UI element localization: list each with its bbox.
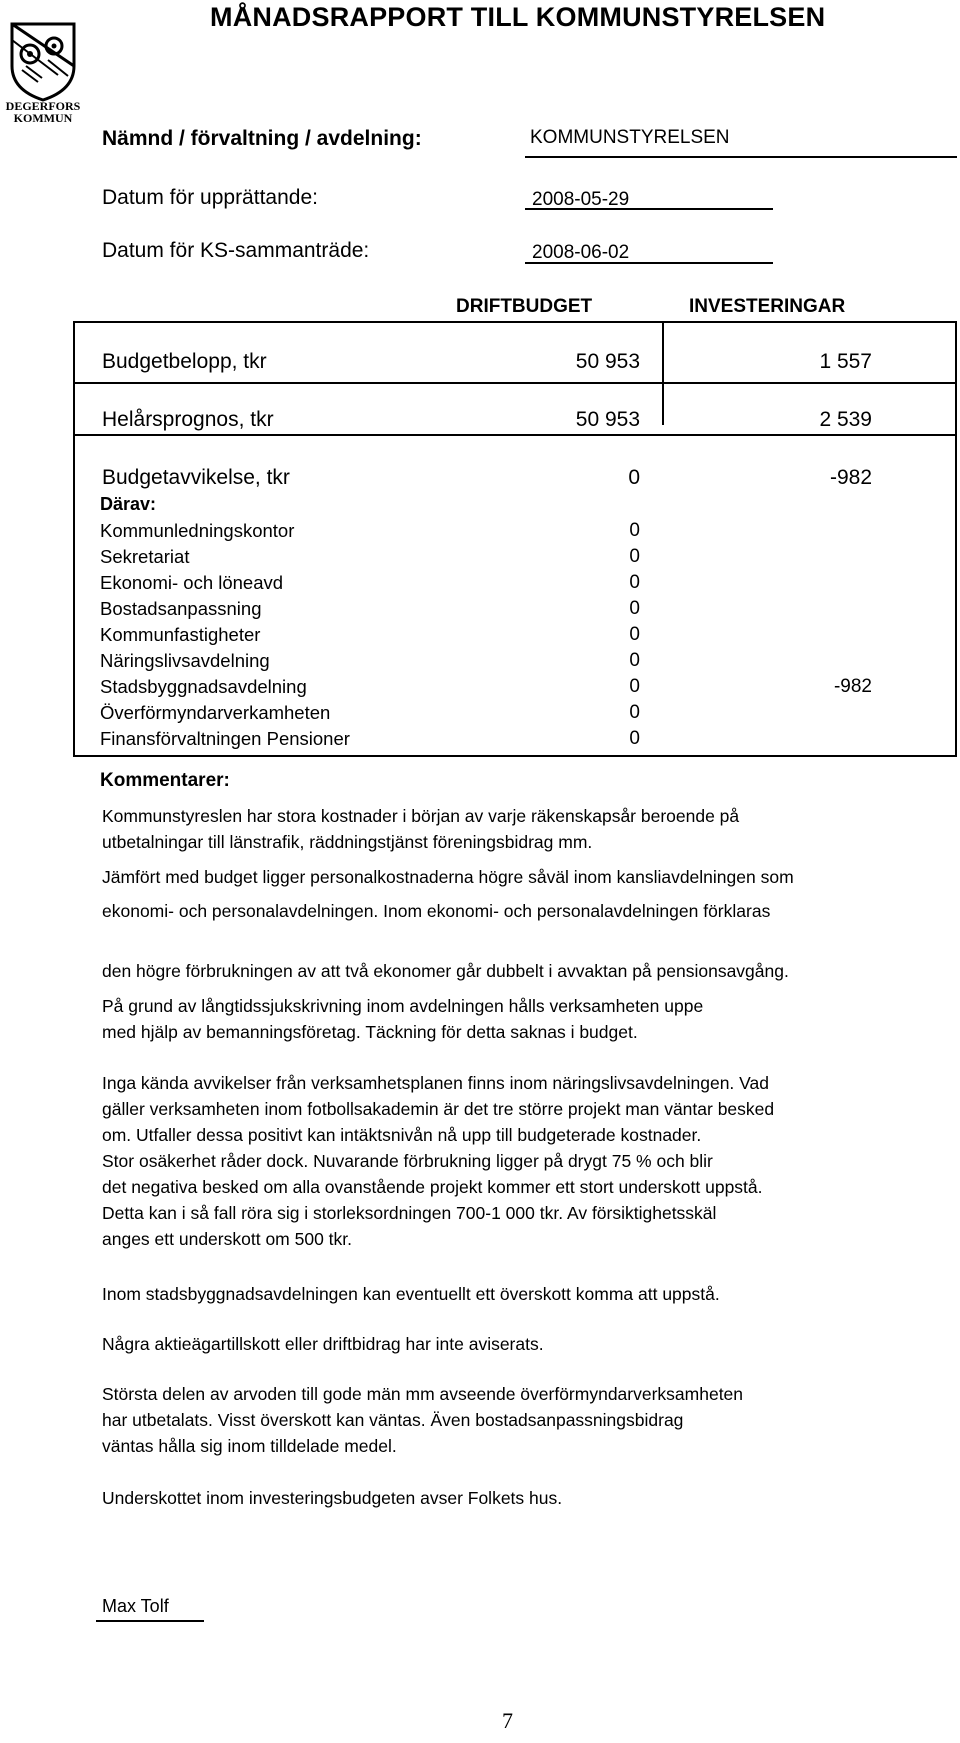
department-name: Näringslivsavdelning [100,650,270,671]
budgetbelopp-drift: 50 953 [575,350,640,373]
comment-line: med hjälp av bemanningsföretag. Täckning för detta saknas i budget. [102,1022,638,1042]
department-name: Ekonomi- och löneavd [100,572,284,593]
comment-line: Största delen av arvoden till gode män mm avseende överförmyndarverksamheten [102,1384,744,1404]
department-drift: 0 [629,650,640,671]
department-drift: 0 [629,702,640,723]
department-drift: 0 [629,624,640,645]
comment-line: det negativa besked om alla ovanstående projekt kommer ett stort underskott uppstå. [102,1177,763,1197]
ks-datum-label: Datum för KS-sammanträde: [102,239,370,262]
logo-text-degerfors: DEGERFORS [5,99,81,113]
comment-line: Jämfört med budget ligger personalkostnaderna högre såväl inom kansliavdelningen som [102,867,794,887]
department-drift: 0 [629,598,640,619]
row-divider-2 [73,434,957,436]
comment-line: Underskottet inom investeringsbudgeten avser Folkets hus. [102,1488,563,1508]
budgetbelopp-label: Budgetbelopp, tkr [102,350,267,373]
prognos-label: Helårsprognos, tkr [102,408,274,431]
signature: Max Tolf [102,1596,169,1616]
avvikelse-drift: 0 [628,466,640,489]
department-drift: 0 [629,676,640,697]
avvikelse-invest: -982 [829,466,872,489]
ks-datum-underline [525,262,773,264]
comment-line: utbetalningar till länstrafik, räddningstjänst föreningsbidrag mm. [102,832,593,852]
comment-line: om. Utfaller dessa positivt kan intäktsnivån nå upp till budgeterade kostnader. [102,1125,702,1145]
comment-line: Kommunstyreslen har stora kostnader i början av varje räkenskapsår beroende på [102,806,740,826]
prognos-drift: 50 953 [575,408,640,431]
comment-line: ekonomi- och personalavdelningen. Inom ekonomi- och personalavdelningen förklaras [102,901,771,921]
investeringar-header: INVESTERINGAR [689,296,846,317]
namnd-underline [525,156,957,158]
comment-line: Inom stadsbyggnadsavdelningen kan eventuellt ett överskott komma att uppstå. [102,1284,720,1304]
row-divider-1 [73,382,957,384]
coat-of-arms-icon [8,20,78,102]
department-name: Kommunfastigheter [100,624,261,645]
comment-line: anges ett underskott om 500 tkr. [102,1229,353,1249]
column-divider [662,321,664,425]
avvikelse-label: Budgetavvikelse, tkr [102,466,290,489]
department-name: Finansförvaltningen Pensioner [100,728,350,749]
page-number: 7 [502,1708,513,1733]
comment-line: har utbetalats. Visst överskott kan väntas. Även bostadsanpassningsbidrag [102,1410,684,1430]
datum-underline [525,208,773,210]
driftbudget-header: DRIFTBUDGET [456,296,593,317]
department-drift: 0 [629,572,640,593]
prognos-invest: 2 539 [819,408,872,431]
department-drift: 0 [629,520,640,541]
department-name: Stadsbyggnadsavdelning [100,676,307,697]
budgetbelopp-invest: 1 557 [819,350,872,373]
comment-line: Inga kända avvikelser från verksamhetsplanen finns inom näringslivsavdelningen. Vad [102,1073,769,1093]
department-name: Sekretariat [100,546,190,567]
namnd-value: KOMMUNSTYRELSEN [530,127,730,148]
degerfors-logo [5,20,81,125]
department-name: Kommunledningskontor [100,520,295,541]
comment-line: väntas hålla sig inom tilldelade medel. [102,1436,397,1456]
signature-underline [96,1620,204,1622]
comment-line: På grund av långtidssjukskrivning inom avdelningen hålls verksamheten uppe [102,996,704,1016]
comment-line: Stor osäkerhet råder dock. Nuvarande förbrukning ligger på drygt 75 % och blir [102,1151,713,1171]
page-title: MÅNADSRAPPORT TILL KOMMUNSTYRELSEN [210,2,826,32]
datum-label: Datum för upprättande: [102,186,318,209]
comment-line: den högre förbrukningen av att två ekonomer går dubbelt i avvaktan på pensionsavgång. [102,961,789,981]
logo-text-kommun: KOMMUN [13,111,73,125]
department-name: Överförmyndarverkamheten [100,702,331,723]
department-drift: 0 [629,546,640,567]
comment-line: Detta kan i så fall röra sig i storleksordningen 700-1 000 tkr. Av försiktighetsskäl [102,1203,717,1223]
department-name: Bostadsanpassning [100,598,262,619]
ks-datum-value: 2008-06-02 [532,242,630,263]
namnd-label: Nämnd / förvaltning / avdelning: [102,127,422,150]
department-invest: -982 [833,676,872,697]
department-drift: 0 [629,728,640,749]
comment-line: Några aktieägartillskott eller driftbidrag har inte aviserats. [102,1334,544,1354]
comment-line: gäller verksamheten inom fotbollsakademin är det tre större projekt man väntar besked [102,1099,775,1119]
darav-label: Därav: [100,494,157,514]
datum-value: 2008-05-29 [532,189,630,210]
comments-heading: Kommentarer: [100,770,230,791]
